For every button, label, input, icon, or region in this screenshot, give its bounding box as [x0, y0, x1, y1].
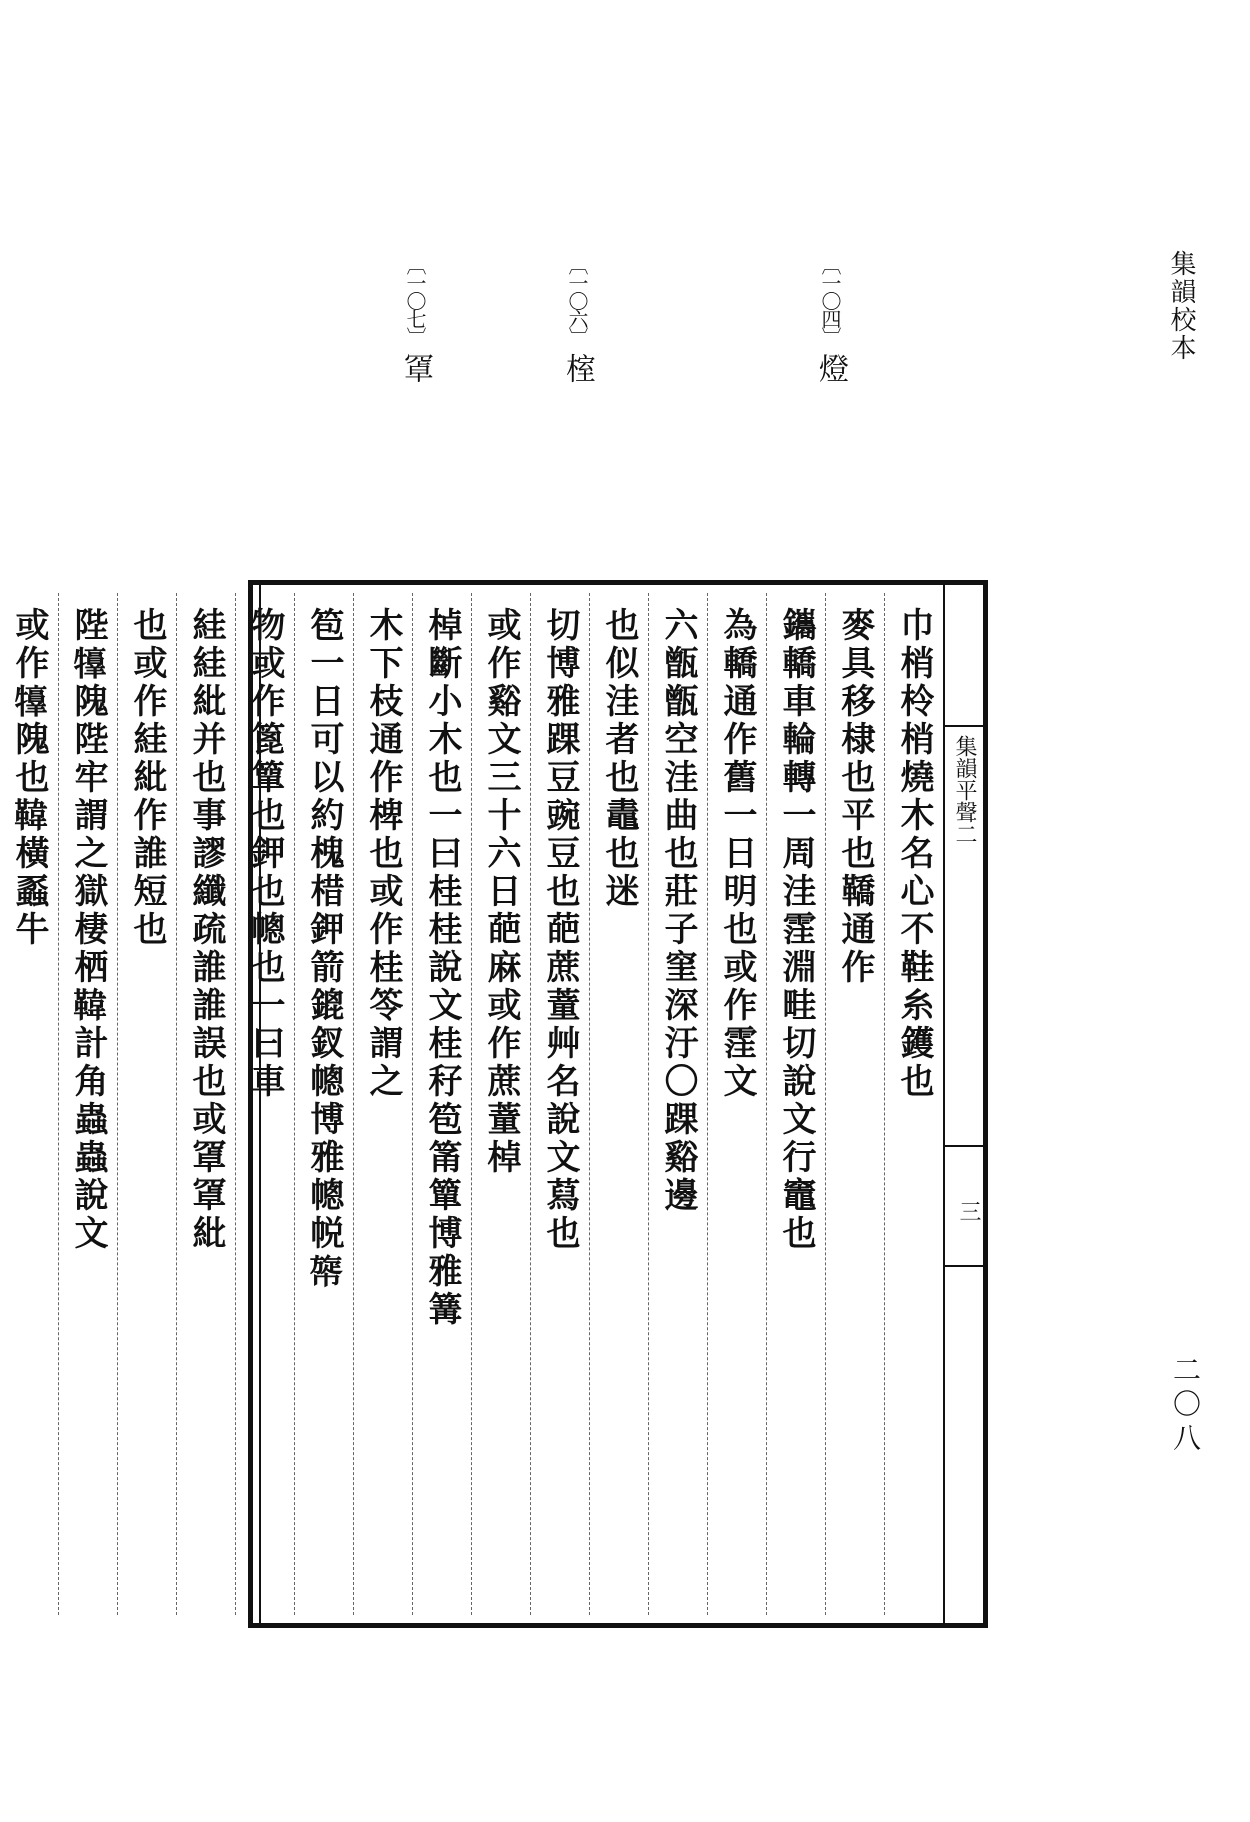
text-column [176, 593, 235, 1615]
text-column [0, 593, 58, 1615]
note-number: 〔一〇七〕 [403, 255, 427, 345]
column-text: 麥具移棣也平也鞽通作 [835, 607, 875, 987]
text-column [648, 593, 707, 1615]
text-column [471, 593, 530, 1615]
column-text: 笣一日可以約槐棤鉀箭鎞釵幒博雅幒帨𢄲 [304, 607, 344, 1291]
column-text: 也或作絓紕作誰短也 [127, 607, 167, 949]
text-column [412, 593, 471, 1615]
note-number: 〔一〇六〕 [565, 255, 589, 345]
text-column [707, 593, 766, 1615]
text-column [766, 593, 825, 1615]
collation-note-107 [393, 255, 437, 383]
margin-tick [945, 1265, 983, 1267]
column-text: 為轎通作舊一日明也或作霔文 [717, 607, 757, 1101]
text-column [589, 593, 648, 1615]
margin-edition-label: 集韻平聲二 [952, 735, 977, 845]
column-text: 棹斷小木也一曰桂桂說文桂秄笣筩簞博雅篝 [422, 607, 462, 1329]
note-char: 燈 [813, 353, 848, 383]
note-number: 〔一〇四〕 [818, 255, 842, 345]
text-columns [9, 593, 943, 1615]
column-text: 切博雅踝豆豌豆也葩蔗蕫艸名說文蕮也 [540, 607, 580, 1253]
column-text: 巾梢柃梢燒木名心不鞋糸鑊也 [894, 607, 934, 1101]
text-column [884, 593, 943, 1615]
note-char: 𦋐 [398, 353, 433, 383]
column-text: 鑴轎車輪轉一周洼霔淵畦切說文行竈也 [776, 607, 816, 1253]
column-text: 或作谿文三十六日葩麻或作蔗蕫棹 [481, 607, 521, 1177]
note-char: 榁 [560, 353, 595, 383]
column-text: 六甑甑空洼曲也莊子窐深汙〇踝谿邊 [658, 607, 698, 1215]
margin-leaf-number: 三 [956, 1200, 981, 1222]
column-text: 陛𤜀隗陛牢謂之獄棲栖𩋾計角蟲蟲說文 [68, 607, 108, 1253]
text-column [530, 593, 589, 1615]
column-text: 也似洼者也鼃也迷 [599, 607, 639, 911]
column-text: 絓絓紕并也事謬纖疏誰誰誤也或𦋐𦋐紕 [186, 607, 226, 1253]
text-column [825, 593, 884, 1615]
margin-tick [945, 1145, 983, 1147]
block-margin-strip [943, 585, 983, 1623]
column-text: 或作𤜀隗也𩋾橫蟸牛 [9, 607, 49, 949]
page-number: 二〇八 [1169, 1355, 1202, 1457]
text-column [353, 593, 412, 1615]
text-column [58, 593, 117, 1615]
column-text: 物或作篦簞也鉀也幒也一曰車 [245, 607, 285, 1101]
margin-tick [945, 725, 983, 727]
book-title: 集韻校本 [1166, 250, 1196, 362]
column-text: 木下枝通作椑也或作桂笭謂之 [363, 607, 403, 1101]
text-column [294, 593, 353, 1615]
woodblock-page [9, 580, 988, 1628]
text-column [235, 593, 294, 1615]
collation-note-106 [555, 255, 599, 383]
text-column [117, 593, 176, 1615]
collation-note-104 [808, 255, 852, 383]
